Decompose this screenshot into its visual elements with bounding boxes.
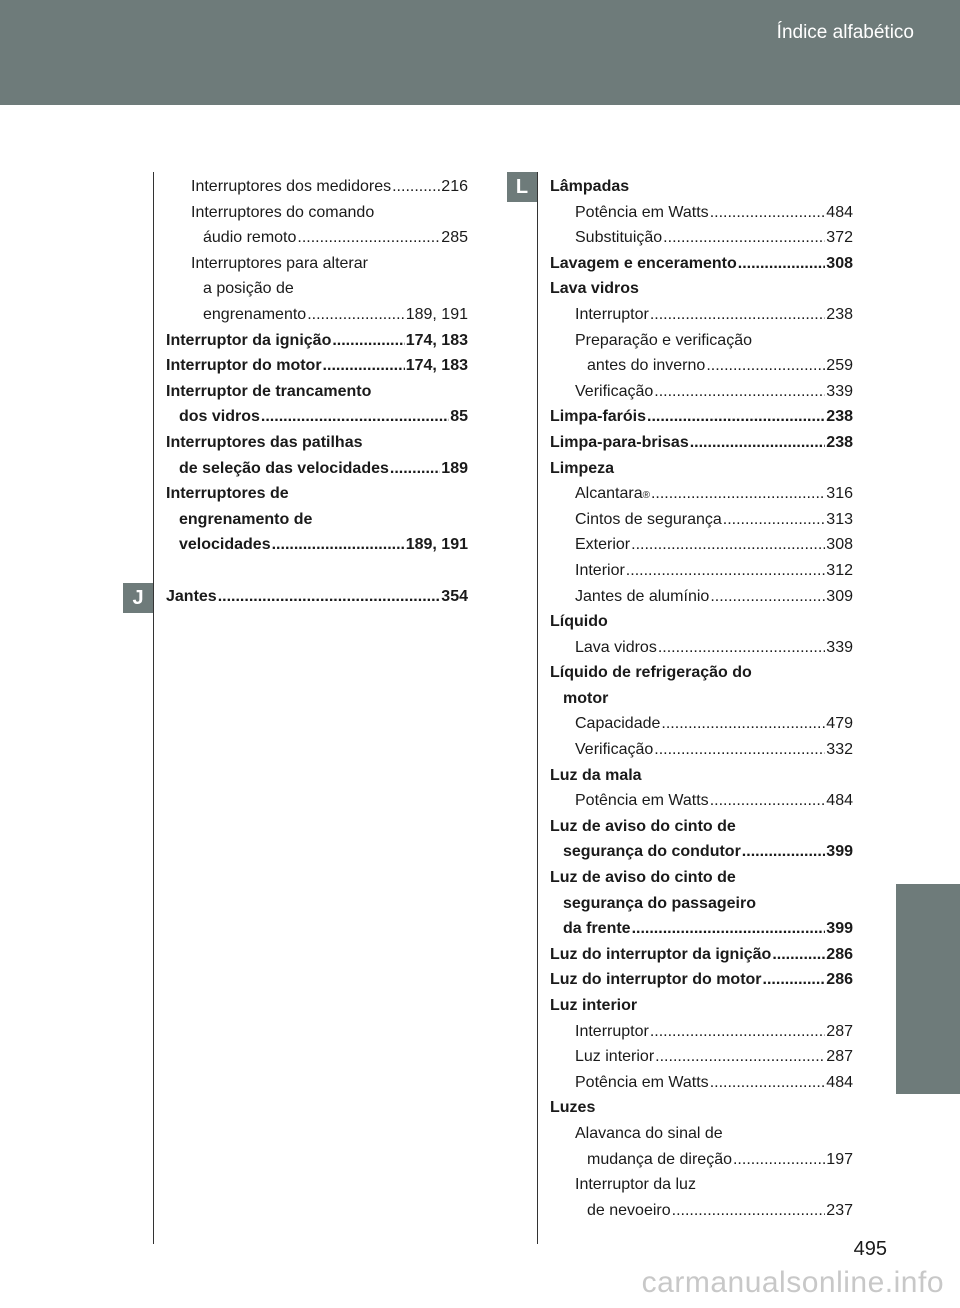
header-title: Índice alfabético bbox=[776, 22, 914, 43]
entry-text: Interruptor do motor bbox=[166, 357, 322, 375]
dot-leader bbox=[307, 302, 405, 328]
entry-text: Lavagem e enceramento bbox=[550, 254, 737, 272]
index-entry bbox=[550, 430, 853, 456]
entry-text: Jantes bbox=[166, 587, 217, 605]
dot-leader bbox=[710, 788, 826, 814]
entry-page: 354 bbox=[441, 587, 468, 605]
entry-page: 189, 191 bbox=[405, 536, 468, 554]
entry-page: 286 bbox=[826, 971, 853, 989]
index-entry bbox=[550, 839, 853, 865]
entry-text: Líquido de refrigeração do bbox=[550, 664, 752, 682]
entry-page: 308 bbox=[826, 254, 853, 272]
index-entry bbox=[550, 660, 853, 686]
entry-text: Interruptor bbox=[575, 1022, 649, 1040]
entry-page: 332 bbox=[826, 741, 853, 759]
entry-page: 174, 183 bbox=[405, 357, 468, 375]
entry-page: 189 bbox=[441, 459, 468, 477]
index-entry bbox=[550, 1121, 853, 1147]
index-entry bbox=[550, 763, 853, 789]
entry-page: 197 bbox=[826, 1150, 853, 1168]
index-entry bbox=[550, 225, 853, 251]
dot-leader bbox=[654, 737, 825, 763]
entry-page: 399 bbox=[826, 843, 853, 861]
entry-page: 339 bbox=[826, 638, 853, 656]
entry-text: Lava vidros bbox=[575, 638, 657, 656]
entry-text: Lâmpadas bbox=[550, 178, 630, 195]
index-entry bbox=[550, 609, 853, 635]
dot-leader bbox=[626, 558, 826, 584]
entry-text: Interruptores dos medidores bbox=[191, 178, 392, 195]
entry-page: 484 bbox=[826, 792, 853, 810]
dot-leader bbox=[658, 635, 825, 661]
section-letter-j: J bbox=[123, 583, 153, 613]
dot-leader bbox=[651, 481, 825, 507]
entry-text: de seleção das velocidades bbox=[179, 459, 389, 477]
entry-page: 339 bbox=[826, 382, 853, 400]
entry-text: Interruptor da ignição bbox=[166, 331, 332, 349]
entry-page: 285 bbox=[441, 229, 468, 247]
entry-page: 286 bbox=[826, 945, 853, 963]
entry-page: 216 bbox=[441, 178, 468, 195]
dot-leader bbox=[710, 200, 826, 226]
index-entry bbox=[550, 993, 853, 1019]
index-entry bbox=[550, 1019, 853, 1045]
index-entry bbox=[550, 532, 853, 558]
dot-leader bbox=[763, 967, 826, 993]
dot-leader bbox=[663, 225, 825, 251]
entry-text: Potência em Watts bbox=[575, 1073, 709, 1091]
index-entry bbox=[550, 891, 853, 917]
index-entry bbox=[550, 1044, 853, 1070]
index-entry bbox=[166, 328, 468, 354]
chapter-side-tab bbox=[896, 884, 960, 1094]
dot-leader bbox=[742, 839, 826, 865]
index-entry bbox=[166, 379, 468, 405]
index-entry bbox=[550, 302, 853, 328]
index-entry bbox=[550, 251, 853, 277]
entry-text: mudança de direção bbox=[587, 1150, 732, 1168]
entry-text: da frente bbox=[563, 920, 631, 938]
entry-text: segurança do condutor bbox=[563, 843, 741, 861]
entry-text: Interruptores das patilhas bbox=[166, 433, 363, 451]
index-entry bbox=[550, 1198, 853, 1224]
entry-page: 399 bbox=[826, 920, 853, 938]
dot-leader bbox=[706, 353, 825, 379]
entry-page: 313 bbox=[826, 510, 853, 528]
dot-leader bbox=[631, 532, 825, 558]
entry-page: 287 bbox=[826, 1022, 853, 1040]
page-number: 495 bbox=[853, 1238, 887, 1260]
index-entry bbox=[550, 507, 853, 533]
entry-page: 316 bbox=[826, 485, 853, 503]
dot-leader bbox=[654, 379, 825, 405]
entry-text: Limpeza bbox=[550, 459, 615, 477]
index-entry bbox=[550, 686, 853, 712]
dot-leader bbox=[632, 916, 826, 942]
dot-leader bbox=[297, 225, 440, 251]
watermark: carmanualsonline.info bbox=[641, 1266, 944, 1299]
entry-text: Jantes de alumínio bbox=[575, 587, 710, 605]
entry-text: engrenamento bbox=[203, 305, 307, 323]
entry-text: Luz do interruptor do motor bbox=[550, 971, 762, 989]
index-entry bbox=[550, 1095, 853, 1121]
entry-text: Interruptor da luz bbox=[575, 1176, 696, 1194]
index-entry bbox=[166, 174, 468, 200]
index-entry bbox=[550, 1147, 853, 1173]
entry-page: 309 bbox=[826, 587, 853, 605]
dot-leader bbox=[661, 711, 825, 737]
entry-page: 484 bbox=[826, 203, 853, 221]
index-entry bbox=[550, 916, 853, 942]
index-entry bbox=[550, 788, 853, 814]
dot-leader bbox=[733, 1147, 825, 1173]
dot-leader bbox=[710, 1070, 826, 1096]
entry-text: Líquido bbox=[550, 613, 608, 631]
index-entry bbox=[550, 328, 853, 354]
entry-text: Interruptores do comando bbox=[191, 203, 375, 221]
index-entry bbox=[550, 1070, 853, 1096]
index-entry bbox=[550, 404, 853, 430]
entry-text: motor bbox=[563, 689, 609, 707]
index-entry bbox=[166, 456, 468, 482]
dot-leader bbox=[272, 532, 405, 558]
index-entry bbox=[550, 456, 853, 482]
index-entry bbox=[550, 711, 853, 737]
dot-leader bbox=[672, 1198, 826, 1224]
entry-text: Luz de aviso do cinto de bbox=[550, 817, 736, 835]
dot-leader bbox=[323, 353, 405, 379]
entry-page: 85 bbox=[450, 408, 468, 426]
entry-text: Alcantara bbox=[575, 485, 643, 503]
dot-leader bbox=[261, 404, 449, 430]
dot-leader bbox=[218, 584, 441, 610]
index-entry bbox=[550, 814, 853, 840]
index-column-left bbox=[166, 174, 468, 609]
entry-page: 479 bbox=[826, 715, 853, 733]
entry-text: segurança do passageiro bbox=[563, 894, 756, 912]
entry-text: Lava vidros bbox=[550, 280, 639, 298]
entry-text: antes do inverno bbox=[587, 357, 706, 375]
entry-page: 238 bbox=[826, 408, 853, 426]
index-entry bbox=[550, 967, 853, 993]
entry-page: 312 bbox=[826, 561, 853, 579]
dot-leader bbox=[390, 456, 440, 482]
entry-text: Luz do interruptor da ignição bbox=[550, 945, 772, 963]
dot-leader bbox=[772, 942, 825, 968]
entry-page: 238 bbox=[826, 433, 853, 451]
entry-text: Cintos de segurança bbox=[575, 510, 722, 528]
index-entry bbox=[550, 635, 853, 661]
column-divider-left bbox=[153, 172, 154, 1244]
entry-text: a posição de bbox=[203, 280, 294, 298]
index-entry bbox=[166, 558, 468, 584]
entry-page: 259 bbox=[826, 357, 853, 375]
index-entry bbox=[166, 276, 468, 302]
entry-page: 174, 183 bbox=[405, 331, 468, 349]
entry-text: Alavanca do sinal de bbox=[575, 1124, 723, 1142]
index-entry bbox=[550, 584, 853, 610]
entry-text: Interruptor de trancamento bbox=[166, 382, 372, 400]
registered-mark: ® bbox=[642, 490, 650, 502]
index-entry bbox=[550, 737, 853, 763]
entry-page: 237 bbox=[826, 1201, 853, 1219]
index-entry bbox=[550, 353, 853, 379]
index-entry bbox=[166, 481, 468, 507]
header-band bbox=[0, 0, 960, 105]
entry-page: 484 bbox=[826, 1073, 853, 1091]
index-entry bbox=[166, 353, 468, 379]
index-entry bbox=[166, 404, 468, 430]
entry-text: velocidades bbox=[179, 536, 271, 554]
entry-text: de nevoeiro bbox=[587, 1201, 671, 1219]
index-entry bbox=[166, 302, 468, 328]
entry-text: Interior bbox=[575, 561, 625, 579]
entry-text: dos vidros bbox=[179, 408, 260, 426]
entry-text: Limpa-faróis bbox=[550, 408, 647, 426]
entry-text: Substituição bbox=[575, 229, 663, 247]
entry-text: Luz de aviso do cinto de bbox=[550, 869, 736, 887]
entry-page: 238 bbox=[826, 305, 853, 323]
entry-text: áudio remoto bbox=[203, 229, 297, 247]
index-entry bbox=[550, 200, 853, 226]
dot-leader bbox=[650, 1019, 825, 1045]
index-entry bbox=[166, 507, 468, 533]
index-entry bbox=[550, 865, 853, 891]
index-entry bbox=[550, 276, 853, 302]
index-entry bbox=[166, 251, 468, 277]
entry-page: 372 bbox=[826, 229, 853, 247]
entry-text: Preparação e verificação bbox=[575, 331, 752, 349]
index-entry bbox=[550, 174, 853, 200]
entry-text: Interruptor bbox=[575, 305, 649, 323]
entry-text: Limpa-para-brisas bbox=[550, 433, 689, 451]
dot-leader bbox=[710, 584, 825, 610]
dot-leader bbox=[647, 404, 825, 430]
index-entry bbox=[550, 558, 853, 584]
entry-text: engrenamento de bbox=[179, 510, 313, 528]
entry-text: Verificação bbox=[575, 741, 654, 759]
entry-text: Luz interior bbox=[550, 997, 638, 1014]
index-entry bbox=[550, 481, 853, 507]
index-entry bbox=[166, 430, 468, 456]
dot-leader bbox=[655, 1044, 825, 1070]
entry-text: Luzes bbox=[550, 1099, 596, 1117]
column-divider-right bbox=[537, 172, 538, 1244]
index-entry bbox=[166, 532, 468, 558]
entry-text: Potência em Watts bbox=[575, 792, 709, 810]
index-entry bbox=[550, 942, 853, 968]
dot-leader bbox=[332, 328, 404, 354]
entry-page: 308 bbox=[826, 536, 853, 554]
index-entry bbox=[550, 1172, 853, 1198]
entry-text: Exterior bbox=[575, 536, 631, 554]
index-column-right bbox=[550, 174, 853, 1223]
dot-leader bbox=[738, 251, 826, 277]
entry-text: Luz interior bbox=[575, 1048, 655, 1066]
entry-text: Verificação bbox=[575, 382, 654, 400]
entry-text: Luz da mala bbox=[550, 766, 642, 784]
entry-page: 287 bbox=[826, 1048, 853, 1066]
entry-text: Interruptores para alterar bbox=[191, 254, 368, 272]
index-entry bbox=[166, 225, 468, 251]
dot-leader bbox=[723, 507, 826, 533]
entry-page: 189, 191 bbox=[405, 305, 468, 323]
index-entry bbox=[166, 200, 468, 226]
entry-text: Capacidade bbox=[575, 715, 661, 733]
entry-text: Potência em Watts bbox=[575, 203, 709, 221]
dot-leader bbox=[392, 174, 440, 200]
entry-text: Interruptores de bbox=[166, 485, 289, 503]
dot-leader bbox=[690, 430, 826, 456]
section-letter-l: L bbox=[507, 172, 537, 202]
dot-leader bbox=[650, 302, 825, 328]
index-entry bbox=[166, 584, 468, 610]
index-entry bbox=[550, 379, 853, 405]
